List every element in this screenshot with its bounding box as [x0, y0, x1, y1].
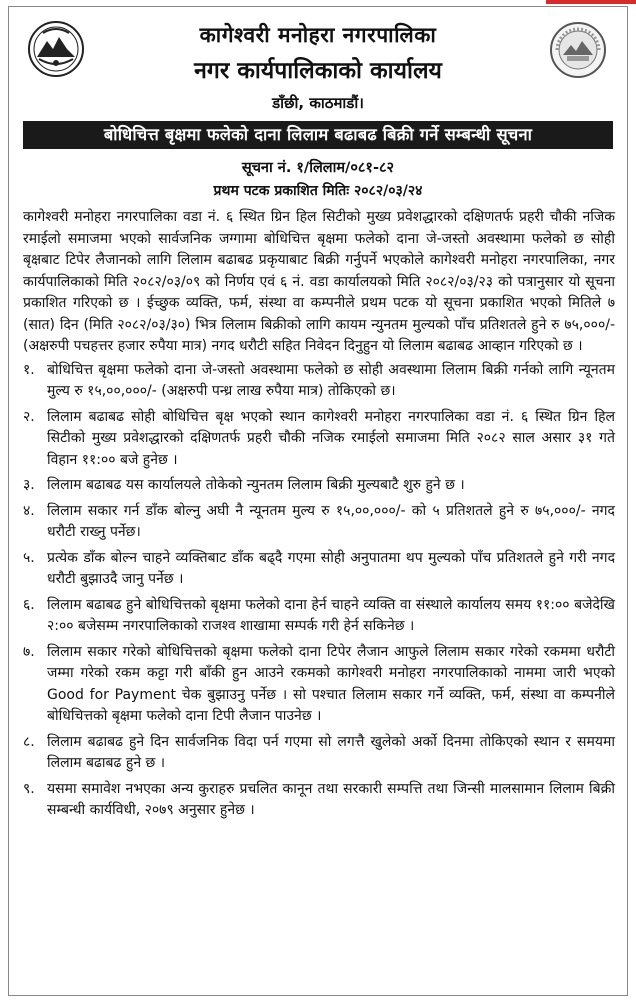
- item-text: प्रत्येक डाँक बोल्न चाहने व्यक्तिबाट डाँक बढ्दै गएमा सोही अनुपातमा थप मुल्यको पाँच प्रतिशतले हुने गरी नगद धरौटी बुझाउदै जानु पर्नेछ ।: [47, 549, 615, 587]
- list-item: [23, 595, 615, 638]
- item-text: लिलाम बढाबढ सोही बोधिचित्त बृक्ष भएको स्थान कागेश्वरी मनोहरा नगरपालिका वडा नं. ६ स्थित ग्रिन हिल सिटीको मुख्य प्रवेशद्धारको दक्षिणतर्फ प्रहरी चौकी नजिक रमाईलो समाजमा मिति २०८२ साल असार ३१ गते विहान ११:०० बजे हुनेछ ।: [47, 408, 615, 468]
- office-address: डाँछी, काठमाडौं।: [272, 94, 364, 112]
- notice-page: [8, 6, 628, 996]
- list-item: [23, 501, 615, 544]
- municipality-name: कागेश्वरी मनोहरा नगरपालिका: [199, 23, 437, 47]
- notice-body: [23, 207, 615, 826]
- item-text: लिलाम सकार गर्न डाँक बोल्नु अघी नै न्यूनतम मुल्य रु १५,००,०००/- को ५ प्रतिशतले हुने रु ७५,०००/- नगद धरौटी राख्नु पर्नेछ।: [47, 502, 615, 540]
- list-item: [23, 548, 615, 591]
- list-item: [23, 360, 615, 403]
- nepal-emblem-icon: [25, 19, 87, 79]
- item-number: २.: [23, 408, 35, 425]
- list-item: [23, 642, 615, 728]
- item-number: ८.: [23, 733, 35, 750]
- item-text: लिलाम सकार गरेको बोधिचित्तको बृक्षमा फलेको दाना टिपेर लैजान आफुले लिलाम सकार गरेको रकममा धरौटी जम्मा गरेको रकम कट्टा गरी बाँकी हुन आउने रकमको कागेश्वरी मनोहरा नगरपालिकाको नाममा जारी भएको Good for Payment चेक बुझाउनु पर्नेछ । सो पश्चात लिलाम सकार गर्ने व्यक्ति, फर्म, संस्था वा कम्पनीले बोधिचित्तको बृक्षमा फलेको दाना टिपी लैजान पाउनेछ ।: [47, 643, 615, 724]
- office-name: नगर कार्यपालिकाको कार्यालय: [194, 58, 442, 84]
- item-text: बोधिचित्त बृक्षमा फलेको दाना जे-जस्तो अवस्थामा फलेको छ सोही अवस्थामा लिलाम बिक्री गर्नको लागि न्यूनतम मुल्य रु १५,००,०००/- (अक्षरुपी पन्ध्र लाख रुपैया मात्र) तोकिएको छ।: [47, 361, 615, 399]
- item-number: ९.: [23, 780, 35, 797]
- item-text: लिलाम बढाबढ हुने दिन सार्वजनिक विदा पर्न गएमा सो लगत्तै खुलेको अर्को दिनमा तोकिएको स्थान र समयमा लिलाम बढाबढ हुने छ ।: [47, 733, 615, 771]
- item-number: ४.: [23, 502, 35, 519]
- list-item: [23, 732, 615, 775]
- item-number: ७.: [23, 643, 35, 660]
- item-number: ३.: [23, 477, 35, 493]
- notice-title: बोधिचित्त बृक्षमा फलेको दाना लिलाम बढाबढ बिक्री गर्ने सम्बन्धी सूचना: [23, 121, 613, 149]
- municipality-logo-icon: [549, 21, 607, 79]
- item-text: लिलाम बढाबढ यस कार्यालयले तोकेको न्युनतम लिलाम बिक्री मुल्यबाटै शुरु हुने छ ।: [47, 477, 465, 493]
- item-text: यसमा समावेश नभएका अन्य कुराहरु प्रचलित कानून तथा सरकारी सम्पत्ति तथा जिन्सी मालसामान लिलाम बिक्री सम्बन्धी कार्यविधी, २०७९ अनुसार हुनेछ ।: [47, 780, 615, 818]
- intro-paragraph: कागेश्वरी मनोहरा नगरपालिका वडा नं. ६ स्थित ग्रिन हिल सिटीको मुख्य प्रवेशद्धारको दक्षिणतर्फ प्रहरी चौकी नजिक रमाईलो समाजमा भएको सार्वजनिक जग्गामा बोधिचित्त बृक्षमा फलेको दाना जे-जस्तो अवस्थामा फलेको छ सोही बृक्षबाट टिपेर लैजानको लागि लिलाम बढाबढ प्रकृयाबाट बिक्री गर्नुपर्ने भएकोले कागेश्वरी मनोहरा नगरपालिका, नगर कार्यपालिकाको मिति २०८२/०३/०९ को निर्णय एवं ६ नं. वडा कार्यालयको मिति २०८२/०३/२३ को पत्रानुसार यो सूचना प्रकाशित गरिएको छ । ईच्छुक व्यक्ति, फर्म, संस्था वा कम्पनीले प्रथम पटक यो सूचना प्रकाशित भएको मितिले ७ (सात) दिन (मिति २०८२/०३/३०) भित्र लिलाम बिक्रीको लागि कायम न्युनतम मुल्यको पाँच प्रतिशतले हुने रु ७५,०००/- (अक्षरुपी पचहत्तर हजार रुपैया मात्र) नगद धरौटी सहित निवेदन दिनुहुन यो लिलाम बढाबढ आव्हान गरिएको छ ।: [23, 209, 615, 354]
- item-number: १.: [23, 361, 35, 378]
- item-number: ६.: [23, 596, 35, 613]
- list-item: [23, 407, 615, 472]
- notice-reference: सूचना नं. १/लिलाम/०८१-८२: [241, 160, 395, 176]
- item-number: ५.: [23, 549, 35, 566]
- first-published-date: प्रथम पटक प्रकाशित मितिः २०८२/०३/२४: [213, 183, 423, 199]
- list-item: [23, 475, 615, 497]
- top-accent-bar: [546, 0, 636, 4]
- list-item: [23, 779, 615, 822]
- item-text: लिलाम बढाबढ हुने बोधिचित्तको बृक्षमा फलेको दाना हेर्न चाहने व्यक्ति वा संस्थाले कार्यालय समय ११:०० बजेदेखि २:०० बजेसम्म नगरपालिकाको राजश्व शाखामा सम्पर्क गरी हेर्न सकिनेछ ।: [47, 596, 615, 634]
